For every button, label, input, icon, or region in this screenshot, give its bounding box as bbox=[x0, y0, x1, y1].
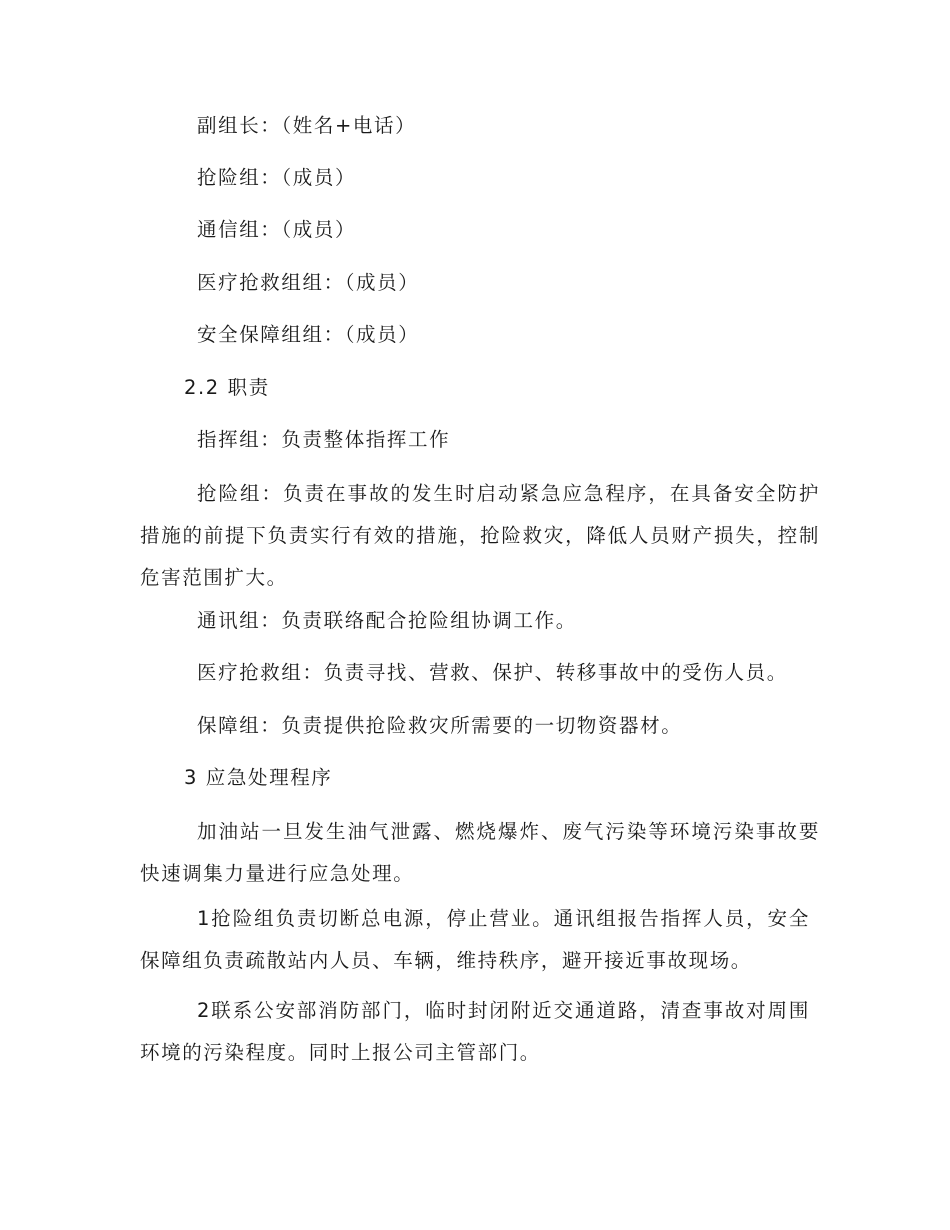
procedure-step-1-paragraph: 1抢险组负责切断总电源，停止营业。通讯组报告指挥人员，安全保障组负责疏散站内人员、车辆，维持秩序，避开接近事故现场。 bbox=[140, 907, 810, 972]
procedure-intro-paragraph: 加油站一旦发生油气泄露、燃烧爆炸、废气污染等环境污染事故要快速调集力量进行应急处理。 bbox=[140, 820, 820, 885]
medical-team-line: 医疗抢救组组：（成员） bbox=[197, 271, 420, 294]
section-3-heading: 3 应急处理程序 bbox=[184, 766, 333, 789]
duty-command-paragraph: 指挥组：负责整体指挥工作 bbox=[197, 428, 451, 451]
communication-team-line: 通信组：（成员） bbox=[197, 218, 357, 241]
section-2-2-heading: 2.2 职责 bbox=[184, 376, 270, 399]
duty-medical-paragraph: 医疗抢救组：负责寻找、营救、保护、转移事故中的受伤人员。 bbox=[197, 661, 788, 684]
duty-support-paragraph: 保障组：负责提供抢险救灾所需要的一切物资器材。 bbox=[197, 714, 683, 737]
safety-team-line: 安全保障组组：（成员） bbox=[197, 323, 420, 346]
procedure-step-2-paragraph: 2联系公安部消防部门，临时封闭附近交通道路，清查事故对周围环境的污染程度。同时上报公司主管部门。 bbox=[140, 999, 810, 1064]
deputy-leader-line: 副组长：（姓名+电话） bbox=[197, 114, 417, 137]
duty-rescue-paragraph: 抢险组：负责在事故的发生时启动紧急应急程序，在具备安全防护措施的前提下负责实行有效的措施，抢险救灾，降低人员财产损失，控制危害范围扩大。 bbox=[140, 482, 820, 589]
rescue-team-line: 抢险组：（成员） bbox=[197, 166, 357, 189]
duty-communication-paragraph: 通讯组：负责联络配合抢险组协调工作。 bbox=[197, 609, 577, 632]
